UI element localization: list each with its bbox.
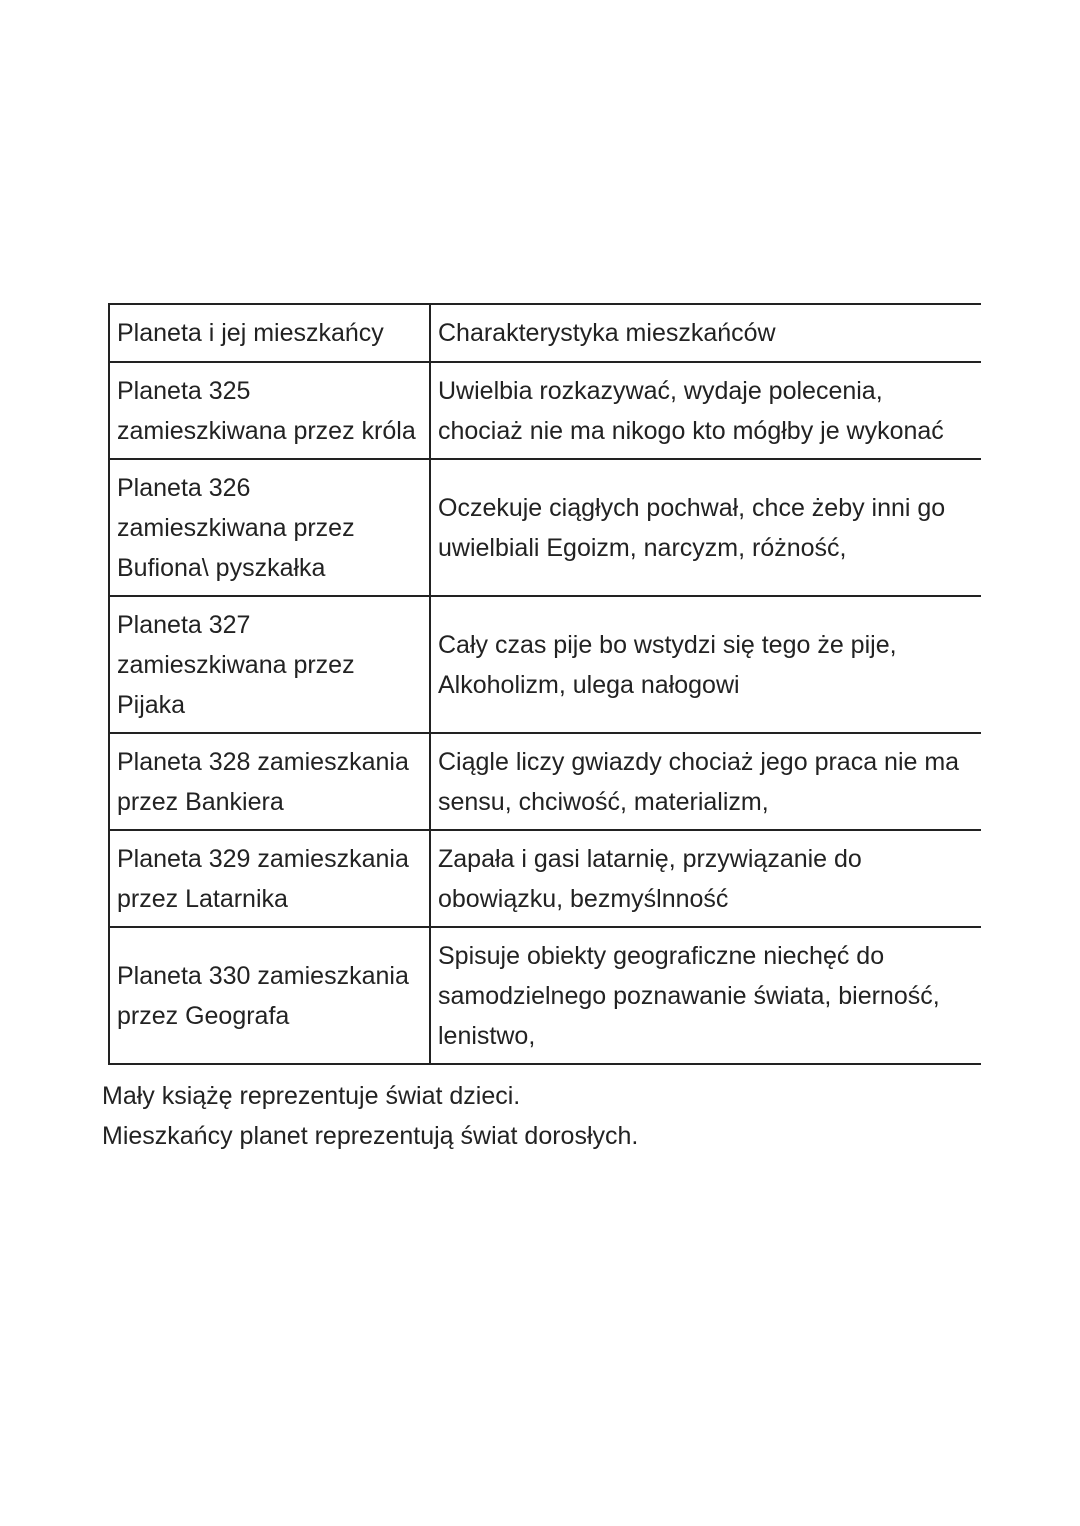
table-row	[109, 596, 981, 733]
table-header-row	[109, 304, 981, 362]
table-row	[109, 830, 981, 927]
description-cell: Spisuje obiekty geograficzne niechęć do samodzielnego poznawanie świata, bierność, lenistwo,	[430, 927, 981, 1064]
description-cell: Zapała i gasi latarnię, przywiązanie do obowiązku, bezmyślnność	[430, 830, 981, 927]
header-planet: Planeta i jej mieszkańcy	[109, 304, 430, 362]
description-cell: Cały czas pije bo wstydzi się tego że pije, Alkoholizm, ulega nałogowi	[430, 596, 981, 733]
planet-cell: Planeta 326 zamieszkiwana przez Bufiona\ pyszkałka	[109, 459, 430, 596]
table-row	[109, 459, 981, 596]
planet-cell: Planeta 328 zamieszkania przez Bankiera	[109, 733, 430, 830]
table-row	[109, 733, 981, 830]
description-cell: Uwielbia rozkazywać, wydaje polecenia, chociaż nie ma nikogo kto mógłby je wykonać	[430, 362, 981, 459]
table-row	[109, 927, 981, 1064]
planet-cell: Planeta 329 zamieszkania przez Latarnika	[109, 830, 430, 927]
description-cell: Ciągle liczy gwiazdy chociaż jego praca nie ma sensu, chciwość, materializm,	[430, 733, 981, 830]
planet-cell: Planeta 327 zamieszkiwana przez Pijaka	[109, 596, 430, 733]
note-adults-world: Mieszkańcy planet reprezentują świat dorosłych.	[102, 1122, 639, 1150]
footer-notes	[102, 1076, 982, 1156]
header-characteristics: Charakterystyka mieszkańców	[430, 304, 981, 362]
note-children-world: Mały książę reprezentuje świat dzieci.	[102, 1082, 521, 1110]
table-row	[109, 362, 981, 459]
description-cell: Oczekuje ciągłych pochwał, chce żeby inni go uwielbiali Egoizm, narcyzm, różność,	[430, 459, 981, 596]
planet-cell: Planeta 330 zamieszkania przez Geografa	[109, 927, 430, 1064]
planet-cell: Planeta 325 zamieszkiwana przez króla	[109, 362, 430, 459]
planets-table	[108, 303, 981, 1065]
